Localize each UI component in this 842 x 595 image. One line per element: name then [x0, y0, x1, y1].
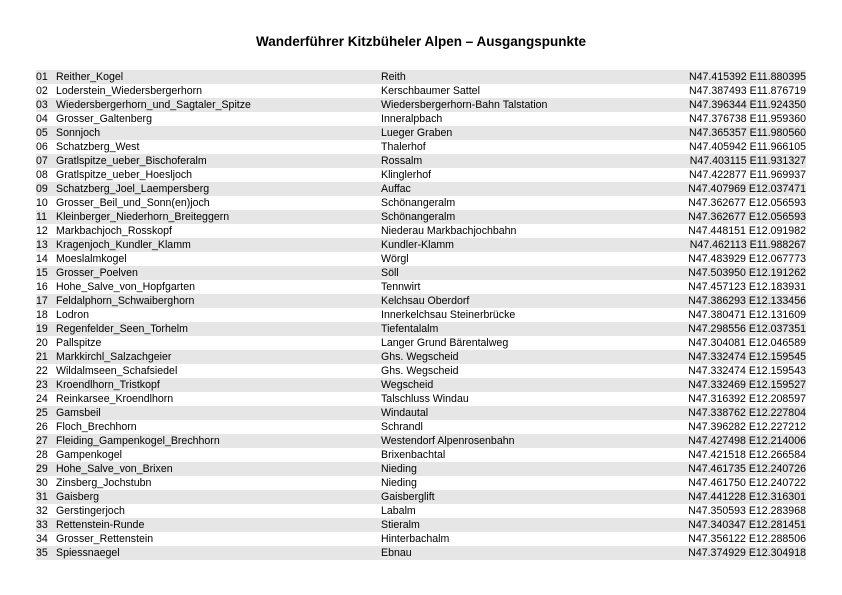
row-number: 18 [36, 309, 48, 321]
table-row [36, 252, 806, 266]
tour-name: Markbachjoch_Rosskopf [56, 225, 172, 237]
row-number: 06 [36, 141, 48, 153]
table-row [36, 196, 806, 210]
gps-coordinates: N47.387493 E11.876719 [688, 85, 806, 97]
tour-name: Grosser_Beil_und_Sonn(en)joch [56, 197, 210, 209]
row-number: 29 [36, 463, 48, 475]
tour-name: Lodron [56, 309, 89, 321]
gps-coordinates: N47.407969 E12.037471 [688, 183, 806, 195]
starting-point: Wörgl [381, 253, 409, 265]
table-row [36, 210, 806, 224]
table-row [36, 112, 806, 126]
table-row [36, 84, 806, 98]
gps-coordinates: N47.461735 E12.240726 [688, 463, 806, 475]
gps-coordinates: N47.338762 E12.227804 [688, 407, 806, 419]
row-number: 35 [36, 547, 48, 559]
starting-point: Talschluss Windau [381, 393, 469, 405]
starting-points-table [36, 70, 806, 560]
starting-point: Innerkelchsau Steinerbrücke [381, 309, 516, 321]
row-number: 08 [36, 169, 48, 181]
gps-coordinates: N47.457123 E12.183931 [688, 281, 806, 293]
gps-coordinates: N47.332474 E12.159545 [688, 351, 806, 363]
tour-name: Spiessnaegel [56, 547, 120, 559]
tour-name: Schatzberg_West [56, 141, 140, 153]
starting-point: Labalm [381, 505, 416, 517]
tour-name: Hohe_Salve_von_Hopfgarten [56, 281, 195, 293]
starting-point: Schönangeralm [381, 197, 456, 209]
table-row [36, 532, 806, 546]
gps-coordinates: N47.503950 E12.191262 [688, 267, 806, 279]
table-row [36, 126, 806, 140]
table-row [36, 364, 806, 378]
table-row [36, 392, 806, 406]
starting-point: Langer Grund Bärentalweg [381, 337, 509, 349]
tour-name: Grosser_Poelven [56, 267, 138, 279]
starting-point: Tennwirt [381, 281, 421, 293]
tour-name: Gamsbeil [56, 407, 101, 419]
tour-name: Wildalmseen_Schafsiedel [56, 365, 178, 377]
row-number: 23 [36, 379, 48, 391]
row-number: 13 [36, 239, 48, 251]
tour-name: Grosser_Galtenberg [56, 113, 152, 125]
row-number: 01 [36, 71, 48, 83]
table-row [36, 280, 806, 294]
starting-point: Brixenbachtal [381, 449, 446, 461]
row-number: 34 [36, 533, 48, 545]
row-number: 22 [36, 365, 48, 377]
gps-coordinates: N47.386293 E12.133456 [688, 295, 806, 307]
table-row [36, 336, 806, 350]
tour-name: Kragenjoch_Kundler_Klamm [56, 239, 191, 251]
gps-coordinates: N47.427498 E12.214006 [688, 435, 806, 447]
row-number: 28 [36, 449, 48, 461]
row-number: 31 [36, 491, 48, 503]
row-number: 26 [36, 421, 48, 433]
row-number: 33 [36, 519, 48, 531]
gps-coordinates: N47.304081 E12.046589 [688, 337, 806, 349]
starting-point: Stieralm [381, 519, 420, 531]
starting-point: Klinglerhof [381, 169, 432, 181]
starting-point: Reith [381, 71, 406, 83]
starting-point: Söll [381, 267, 399, 279]
starting-point: Schönangeralm [381, 211, 456, 223]
starting-point: Auffac [381, 183, 411, 195]
table-row [36, 294, 806, 308]
row-number: 25 [36, 407, 48, 419]
tour-name: Rettenstein-Runde [56, 519, 145, 531]
row-number: 24 [36, 393, 48, 405]
row-number: 14 [36, 253, 48, 265]
table-row [36, 434, 806, 448]
tour-name: Gratlspitze_ueber_Bischoferalm [56, 155, 207, 167]
row-number: 19 [36, 323, 48, 335]
starting-point: Schrandl [381, 421, 423, 433]
table-row [36, 98, 806, 112]
row-number: 07 [36, 155, 48, 167]
gps-coordinates: N47.316392 E12.208597 [688, 393, 806, 405]
tour-name: Feldalphorn_Schwaiberghorn [56, 295, 195, 307]
table-row [36, 490, 806, 504]
starting-point: Kelchsau Oberdorf [381, 295, 470, 307]
starting-point: Kerschbaumer Sattel [381, 85, 480, 97]
table-row [36, 168, 806, 182]
starting-point: Inneralpbach [381, 113, 443, 125]
tour-name: Moeslalmkogel [56, 253, 127, 265]
row-number: 21 [36, 351, 48, 363]
gps-coordinates: N47.422877 E11.969937 [688, 169, 806, 181]
document-title: Wanderführer Kitzbüheler Alpen – Ausgangspunkte [255, 34, 587, 49]
tour-name: Wiedersbergerhorn_und_Sagtaler_Spitze [56, 99, 251, 111]
gps-coordinates: N47.461750 E12.240722 [688, 477, 806, 489]
table-row [36, 476, 806, 490]
gps-coordinates: N47.396282 E12.227212 [688, 421, 806, 433]
gps-coordinates: N47.374929 E12.304918 [688, 547, 806, 559]
gps-coordinates: N47.340347 E12.281451 [688, 519, 806, 531]
table-row [36, 308, 806, 322]
table-row [36, 546, 806, 560]
gps-coordinates: N47.483929 E12.067773 [688, 253, 806, 265]
tour-name: Schatzberg_Joel_Laempersberg [56, 183, 210, 195]
gps-coordinates: N47.421518 E12.266584 [688, 449, 806, 461]
row-number: 03 [36, 99, 48, 111]
table-row [36, 224, 806, 238]
row-number: 05 [36, 127, 48, 139]
row-number: 27 [36, 435, 48, 447]
starting-point: Westendorf Alpenrosenbahn [381, 435, 515, 447]
tour-name: Gerstingerjoch [56, 505, 125, 517]
gps-coordinates: N47.332469 E12.159527 [688, 379, 806, 391]
gps-coordinates: N47.396344 E11.924350 [688, 99, 806, 111]
starting-point: Rossalm [381, 155, 423, 167]
table-row [36, 238, 806, 252]
gps-coordinates: N47.415392 E11.880395 [688, 71, 806, 83]
gps-coordinates: N47.376738 E11.959360 [688, 113, 806, 125]
starting-point: Gaisberglift [381, 491, 435, 503]
table-row [36, 518, 806, 532]
tour-name: Reinkarsee_Kroendlhorn [56, 393, 174, 405]
tour-name: Hohe_Salve_von_Brixen [56, 463, 173, 475]
tour-name: Gaisberg [56, 491, 99, 503]
starting-point: Windautal [381, 407, 429, 419]
row-number: 20 [36, 337, 48, 349]
tour-name: Reither_Kogel [56, 71, 124, 83]
row-number: 15 [36, 267, 48, 279]
table-row [36, 70, 806, 84]
row-number: 11 [36, 211, 47, 223]
row-number: 04 [36, 113, 48, 125]
gps-coordinates: N47.362677 E12.056593 [688, 197, 806, 209]
row-number: 02 [36, 85, 48, 97]
table-row [36, 406, 806, 420]
starting-point: Tiefentalalm [381, 323, 439, 335]
tour-name: Fleiding_Gampenkogel_Brechhorn [56, 435, 220, 447]
tour-name: Regenfelder_Seen_Torhelm [56, 323, 188, 335]
gps-coordinates: N47.403115 E11.931327 [689, 155, 806, 167]
gps-coordinates: N47.350593 E12.283968 [688, 505, 806, 517]
starting-point: Thalerhof [381, 141, 426, 153]
gps-coordinates: N47.365357 E11.980560 [688, 127, 806, 139]
starting-point: Nieding [381, 477, 417, 489]
starting-point: Kundler-Klamm [381, 239, 455, 251]
table-row [36, 448, 806, 462]
starting-point: Ghs. Wegscheid [381, 365, 459, 377]
gps-coordinates: N47.362677 E12.056593 [688, 211, 806, 223]
tour-name: Kleinberger_Niederhorn_Breiteggern [56, 211, 230, 223]
tour-name: Pallspitze [56, 337, 102, 349]
row-number: 09 [36, 183, 48, 195]
table-row [36, 322, 806, 336]
gps-coordinates: N47.298556 E12.037351 [688, 323, 806, 335]
gps-coordinates: N47.462113 E11.988267 [689, 239, 806, 251]
tour-name: Kroendlhorn_Tristkopf [56, 379, 160, 391]
tour-name: Markkirchl_Salzachgeier [56, 351, 172, 363]
gps-coordinates: N47.380471 E12.131609 [688, 309, 806, 321]
table-row [36, 462, 806, 476]
starting-point: Lueger Graben [381, 127, 453, 139]
tour-name: Gampenkogel [56, 449, 122, 461]
starting-point: Ebnau [381, 547, 412, 559]
tour-name: Sonnjoch [56, 127, 101, 139]
row-number: 30 [36, 477, 48, 489]
table-row [36, 350, 806, 364]
row-number: 16 [36, 281, 48, 293]
table-row [36, 266, 806, 280]
gps-coordinates: N47.332474 E12.159543 [688, 365, 806, 377]
tour-name: Grosser_Rettenstein [56, 533, 154, 545]
gps-coordinates: N47.405942 E11.966105 [688, 141, 806, 153]
starting-point: Wegscheid [381, 379, 434, 391]
starting-point: Nieding [381, 463, 417, 475]
row-number: 32 [36, 505, 48, 517]
starting-point: Ghs. Wegscheid [381, 351, 459, 363]
gps-coordinates: N47.356122 E12.288506 [688, 533, 806, 545]
table-row [36, 420, 806, 434]
row-number: 12 [36, 225, 48, 237]
table-row [36, 182, 806, 196]
tour-name: Loderstein_Wiedersbergerhorn [56, 85, 203, 97]
tour-name: Zinsberg_Jochstubn [56, 477, 152, 489]
starting-point: Hinterbachalm [381, 533, 450, 545]
table-row [36, 504, 806, 518]
table-row [36, 378, 806, 392]
table-row [36, 154, 806, 168]
row-number: 10 [36, 197, 48, 209]
gps-coordinates: N47.448151 E12.091982 [688, 225, 806, 237]
starting-point: Niederau Markbachjochbahn [381, 225, 517, 237]
tour-name: Floch_Brechhorn [56, 421, 137, 433]
row-number: 17 [36, 295, 48, 307]
starting-point: Wiedersbergerhorn-Bahn Talstation [381, 99, 548, 111]
table-row [36, 140, 806, 154]
gps-coordinates: N47.441228 E12.316301 [688, 491, 806, 503]
tour-name: Gratlspitze_ueber_Hoesljoch [56, 169, 193, 181]
